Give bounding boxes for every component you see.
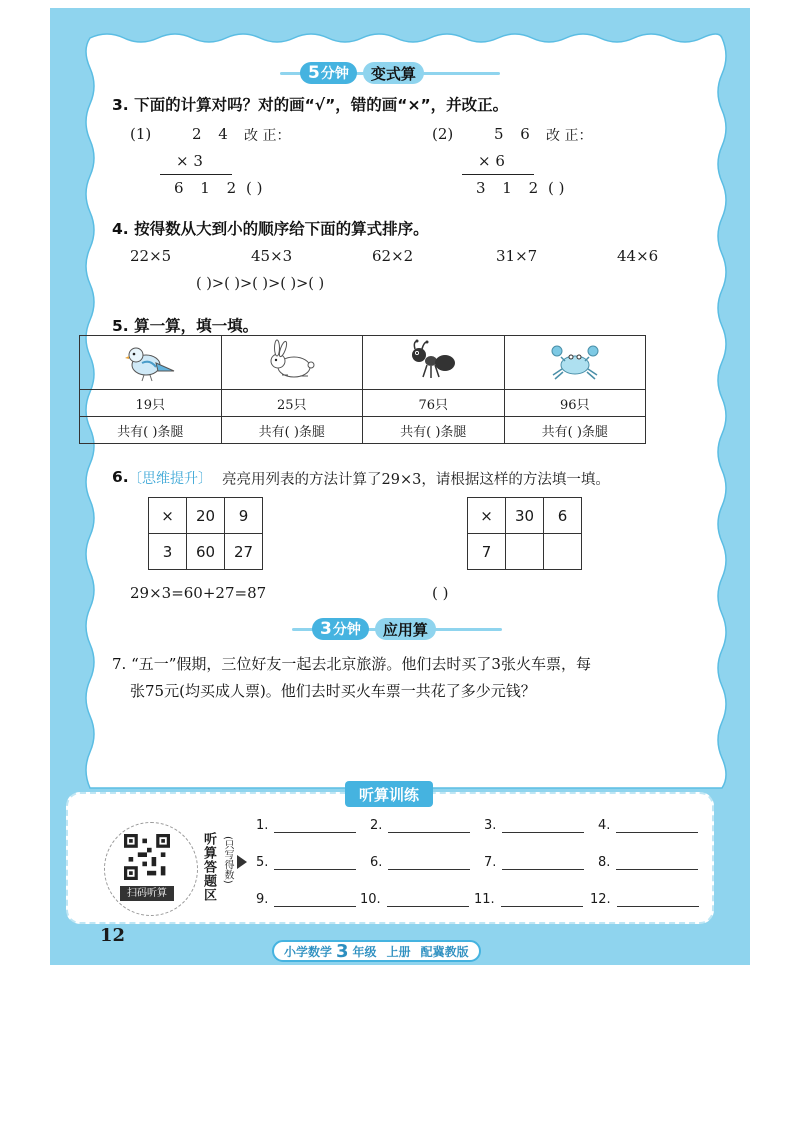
answer-slot-12[interactable] bbox=[590, 892, 699, 907]
q3-item1-result: 6 1 2 bbox=[174, 179, 243, 197]
answer-blank[interactable] bbox=[274, 858, 356, 870]
q6-prompt: 亮亮用列表的方法计算了29×3，请根据这样的方法填一填。 bbox=[222, 472, 610, 488]
footer-subject: 小学数学 bbox=[284, 944, 333, 959]
bird-legs-blank[interactable]: 共有( )条腿 bbox=[80, 417, 222, 444]
q3-item1-paren[interactable]: ( ) bbox=[246, 179, 263, 197]
badge-title: 变式算 bbox=[363, 62, 424, 84]
badge-unit: 分钟 bbox=[320, 66, 349, 82]
arrow-right-icon bbox=[237, 855, 247, 869]
answer-slot-8[interactable] bbox=[598, 855, 698, 870]
badge-time bbox=[300, 62, 357, 84]
scan-listen-label[interactable]: 扫码听算 bbox=[120, 886, 174, 901]
grid1-cell: 27 bbox=[225, 534, 263, 570]
listening-title: 听算训练 bbox=[345, 781, 433, 807]
answer-slot-11[interactable] bbox=[474, 892, 583, 907]
animal-cell-rabbit bbox=[221, 336, 363, 390]
footer-volume: 上册 bbox=[386, 944, 411, 959]
answer-blank[interactable] bbox=[387, 895, 469, 907]
q3-prompt: 3. 下面的计算对吗？对的画“√”，错的画“×”，并改正。 bbox=[112, 96, 509, 114]
answer-slot-2[interactable] bbox=[370, 818, 470, 833]
answer-num: 2. bbox=[370, 818, 383, 833]
badge-time bbox=[312, 618, 369, 640]
answer-slot-9[interactable] bbox=[256, 892, 356, 907]
q3-item1-fix: 改 正： bbox=[244, 128, 291, 144]
q4-expr-2: 45×3 bbox=[251, 247, 293, 265]
answer-slot-7[interactable] bbox=[484, 855, 584, 870]
answer-num: 1. bbox=[256, 818, 269, 833]
answer-slot-5[interactable] bbox=[256, 855, 356, 870]
footer-grade: 年级 bbox=[352, 944, 377, 959]
q6-tag: 〔思维提升〕 bbox=[128, 471, 212, 487]
answer-num: 11. bbox=[474, 892, 495, 907]
grid1-cell: 20 bbox=[187, 498, 225, 534]
grid1-cell: 60 bbox=[187, 534, 225, 570]
crab-legs-blank[interactable]: 共有( )条腿 bbox=[504, 417, 646, 444]
answer-num: 12. bbox=[590, 892, 611, 907]
animal-cell-crab bbox=[504, 336, 646, 390]
grid-exercise bbox=[467, 497, 582, 570]
q7-number-overlay bbox=[112, 655, 130, 673]
q3-item2-paren[interactable]: ( ) bbox=[548, 179, 565, 197]
q7-line-1: 7. “五一”假期，三位好友一起去北京旅游。他们去时买了3张火车票，每 bbox=[112, 655, 591, 673]
badge-unit: 分钟 bbox=[332, 622, 361, 638]
animal-table bbox=[79, 335, 646, 444]
grid2-cell: 7 bbox=[468, 534, 506, 570]
badge-minutes: 3 bbox=[320, 619, 332, 639]
q3-item2-top: 5 6 bbox=[494, 125, 536, 143]
answer-blank[interactable] bbox=[502, 821, 584, 833]
answer-blank[interactable] bbox=[616, 821, 698, 833]
answer-num: 6. bbox=[370, 855, 383, 870]
q4-order[interactable]: ( )>( )>( )>( )>( ) bbox=[196, 276, 325, 292]
answer-blank[interactable] bbox=[616, 858, 698, 870]
q4-expr-4: 31×7 bbox=[496, 247, 538, 265]
answer-blank[interactable] bbox=[617, 895, 699, 907]
q3-item2-result: 3 1 2 bbox=[476, 179, 545, 197]
q4-expr-3: 62×2 bbox=[372, 247, 414, 265]
qr-code-icon[interactable] bbox=[124, 834, 170, 880]
rabbit-legs-blank[interactable]: 共有( )条腿 bbox=[221, 417, 363, 444]
answer-num: 8. bbox=[598, 855, 611, 870]
rabbit-count: 25只 bbox=[221, 390, 363, 417]
answer-slot-1[interactable] bbox=[256, 818, 356, 833]
answer-blank[interactable] bbox=[388, 858, 470, 870]
badge-minutes: 5 bbox=[308, 63, 320, 83]
q6-equation: 29×3=60+27=87 bbox=[130, 584, 267, 602]
answer-num: 9. bbox=[256, 892, 269, 907]
q6-number: 6. bbox=[112, 468, 129, 486]
animal-cell-ant bbox=[363, 336, 505, 390]
q3-item1-line bbox=[160, 174, 232, 175]
animal-cell-bird bbox=[80, 336, 222, 390]
answer-blank[interactable] bbox=[501, 895, 583, 907]
answer-slot-3[interactable] bbox=[484, 818, 584, 833]
q4-expr-5: 44×6 bbox=[617, 247, 659, 265]
answer-num: 3. bbox=[484, 818, 497, 833]
answer-blank[interactable] bbox=[388, 821, 470, 833]
q3-item2-line bbox=[462, 174, 534, 175]
grid1-cell: 3 bbox=[149, 534, 187, 570]
q3-item2-mult: × 6 bbox=[478, 152, 505, 170]
grid2-cell: 30 bbox=[506, 498, 544, 534]
grid2-cell: 6 bbox=[544, 498, 582, 534]
q5-prompt: 5. 算一算，填一填。 bbox=[112, 317, 259, 335]
answer-area-note: (只写得数) bbox=[222, 836, 233, 884]
grid2-blank-cell[interactable] bbox=[544, 534, 582, 570]
answer-area-label: 听算答题区 bbox=[201, 832, 216, 902]
rabbit-icon bbox=[264, 339, 320, 383]
answer-num: 10. bbox=[360, 892, 381, 907]
bird-icon bbox=[122, 339, 178, 383]
answer-num: 5. bbox=[256, 855, 269, 870]
ant-icon bbox=[405, 339, 461, 383]
bird-count: 19只 bbox=[80, 390, 222, 417]
grid2-cell: × bbox=[468, 498, 506, 534]
crab-count: 96只 bbox=[504, 390, 646, 417]
page-number: 12 bbox=[100, 925, 126, 946]
answer-blank[interactable] bbox=[502, 858, 584, 870]
answer-num: 4. bbox=[598, 818, 611, 833]
answer-blank[interactable] bbox=[274, 895, 356, 907]
section-badge-3min bbox=[312, 617, 502, 641]
q3-item2-fix: 改 正： bbox=[546, 128, 593, 144]
ant-legs-blank[interactable]: 共有( )条腿 bbox=[363, 417, 505, 444]
grid1-cell: × bbox=[149, 498, 187, 534]
grid1-cell: 9 bbox=[225, 498, 263, 534]
footer-badge bbox=[272, 940, 481, 962]
q6-answer-paren[interactable]: ( ) bbox=[432, 584, 449, 602]
q3-item1-top: 2 4 bbox=[192, 125, 234, 143]
grid2-blank-cell[interactable] bbox=[506, 534, 544, 570]
q3-item1-label: (1) bbox=[130, 125, 152, 143]
answer-num: 7. bbox=[484, 855, 497, 870]
section-badge-5min bbox=[300, 61, 500, 85]
footer-grade-num: 3 bbox=[336, 940, 349, 962]
crab-icon bbox=[547, 339, 603, 383]
ant-count: 76只 bbox=[363, 390, 505, 417]
q3-item1-mult: × 3 bbox=[176, 152, 203, 170]
answer-slot-6[interactable] bbox=[370, 855, 470, 870]
q4-prompt: 4. 按得数从大到小的顺序给下面的算式排序。 bbox=[112, 220, 429, 238]
badge-title: 应用算 bbox=[375, 618, 436, 640]
grid-example bbox=[148, 497, 263, 570]
answer-slot-10[interactable] bbox=[360, 892, 469, 907]
answer-blank[interactable] bbox=[274, 821, 356, 833]
q7-line-2: 张75元(均买成人票)。他们去时买火车票一共花了多少元钱？ bbox=[130, 682, 536, 700]
q3-item2-label: (2) bbox=[432, 125, 454, 143]
footer-edition: 配冀教版 bbox=[420, 944, 469, 959]
q4-expr-1: 22×5 bbox=[130, 247, 172, 265]
answer-slot-4[interactable] bbox=[598, 818, 698, 833]
